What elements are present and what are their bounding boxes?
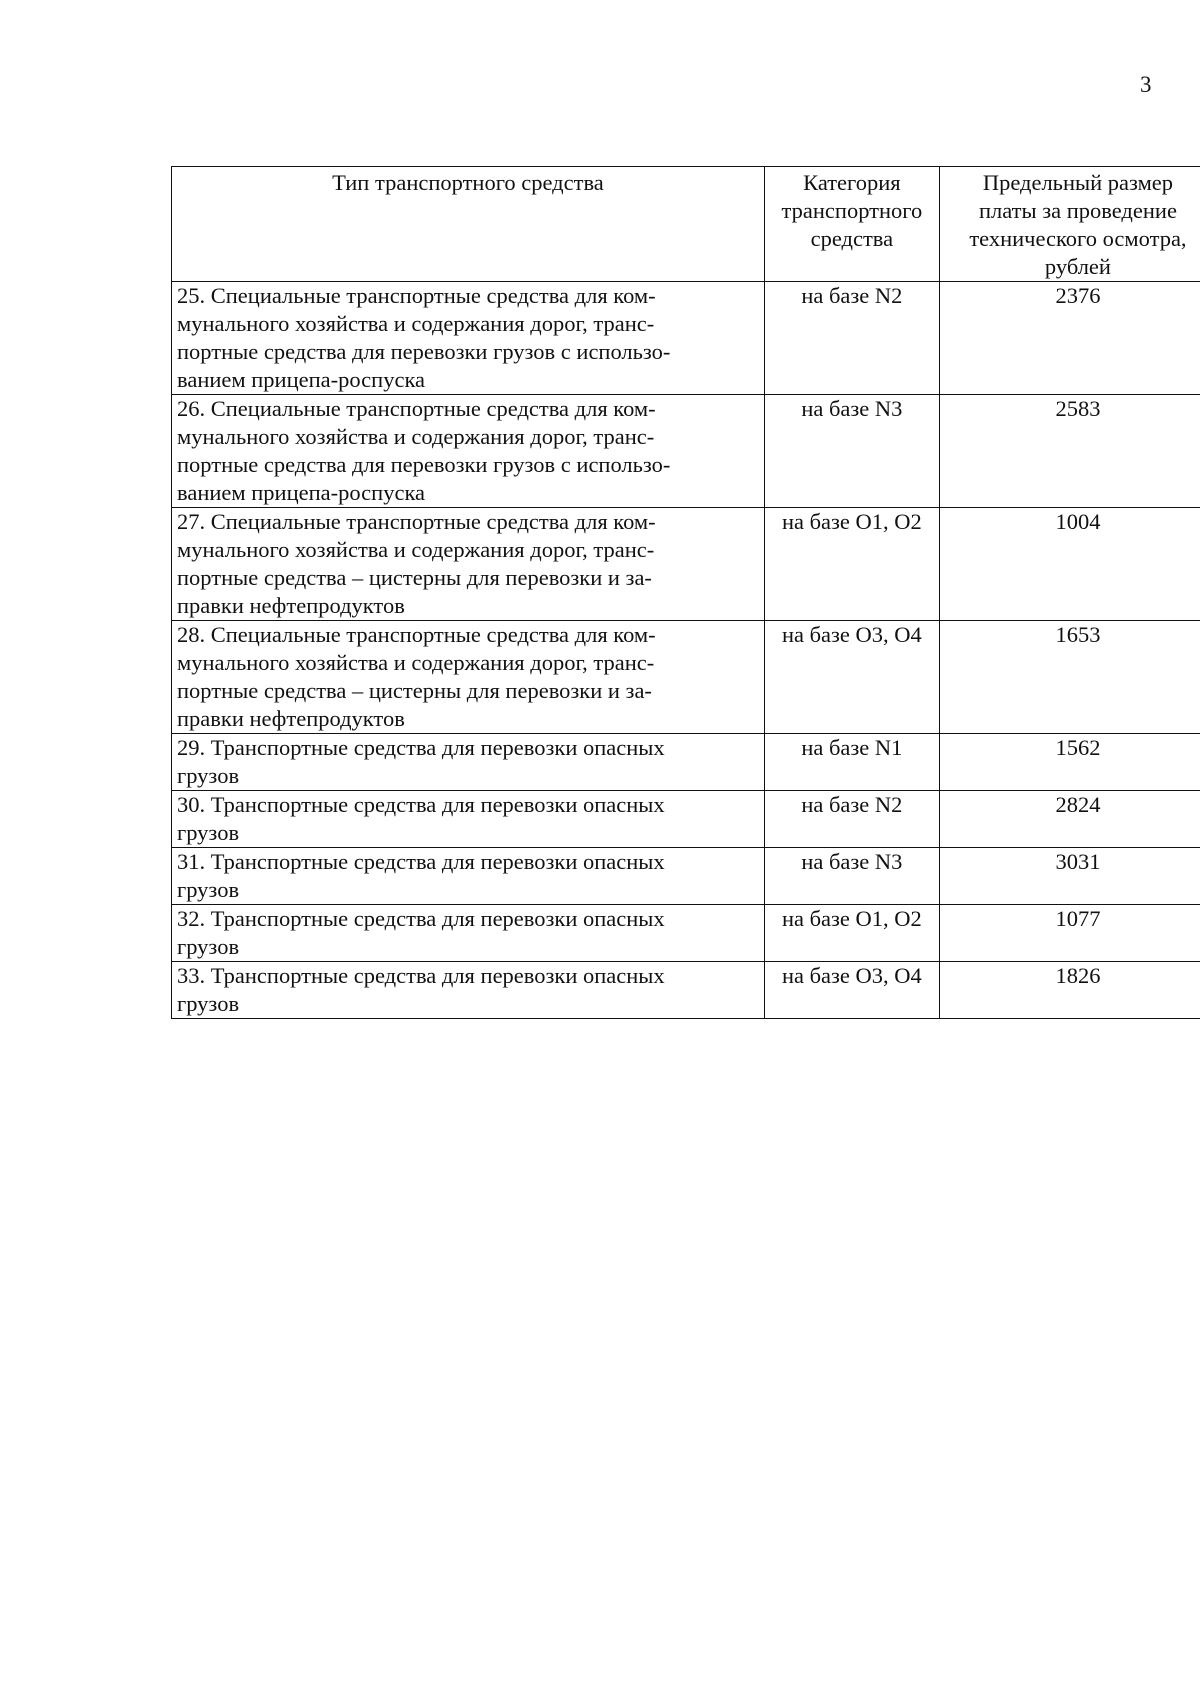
table-row xyxy=(172,508,1200,621)
cell-vehicle-type: 26. Специальные транспортные средства для ком- мунального хозяйства и содержания дорог, транс- портные средства для перевозки грузов с использо- ванием прицепа-роспуска xyxy=(172,395,765,508)
cell-max-fee: 2376 xyxy=(939,282,1200,395)
cell-vehicle-category: на базе N2 xyxy=(764,282,939,395)
cell-max-fee: 3031 xyxy=(939,848,1200,905)
cell-vehicle-type: 32. Транспортные средства для перевозки опасных грузов xyxy=(172,905,765,962)
cell-vehicle-category: на базе O3, O4 xyxy=(764,962,939,1019)
cell-vehicle-type: 31. Транспортные средства для перевозки опасных грузов xyxy=(172,848,765,905)
cell-vehicle-category: на базе N2 xyxy=(764,791,939,848)
cell-vehicle-type: 25. Специальные транспортные средства для ком- мунального хозяйства и содержания дорог, транс- портные средства для перевозки грузов с использо- ванием прицепа-роспуска xyxy=(172,282,765,395)
header-max-fee: Предельный размер платы за проведение технического осмотра, рублей xyxy=(939,167,1200,282)
table-row xyxy=(172,905,1200,962)
table-row xyxy=(172,962,1200,1019)
cell-max-fee: 2824 xyxy=(939,791,1200,848)
cell-max-fee: 1653 xyxy=(939,621,1200,734)
page-number: 3 xyxy=(1140,72,1152,97)
cell-vehicle-category: на базе O1, O2 xyxy=(764,905,939,962)
table-row xyxy=(172,734,1200,791)
cell-vehicle-category: на базе O1, O2 xyxy=(764,508,939,621)
cell-vehicle-category: на базе N3 xyxy=(764,848,939,905)
inspection-fee-table xyxy=(171,166,1200,1019)
cell-vehicle-type: 30. Транспортные средства для перевозки опасных грузов xyxy=(172,791,765,848)
cell-max-fee: 1562 xyxy=(939,734,1200,791)
cell-vehicle-type: 33. Транспортные средства для перевозки опасных грузов xyxy=(172,962,765,1019)
table-row xyxy=(172,621,1200,734)
cell-vehicle-type: 28. Специальные транспортные средства для ком- мунального хозяйства и содержания дорог, транс- портные средства – цистерны для перевозки и за- правки нефтепродуктов xyxy=(172,621,765,734)
table-body xyxy=(172,282,1200,1019)
table-row xyxy=(172,395,1200,508)
table-row xyxy=(172,282,1200,395)
cell-max-fee: 1826 xyxy=(939,962,1200,1019)
table-row xyxy=(172,791,1200,848)
cell-max-fee: 1004 xyxy=(939,508,1200,621)
cell-vehicle-category: на базе N3 xyxy=(764,395,939,508)
cell-vehicle-category: на базе O3, O4 xyxy=(764,621,939,734)
cell-max-fee: 2583 xyxy=(939,395,1200,508)
cell-vehicle-category: на базе N1 xyxy=(764,734,939,791)
header-vehicle-category: Категория транспортного средства xyxy=(764,167,939,282)
cell-vehicle-type: 27. Специальные транспортные средства для ком- мунального хозяйства и содержания дорог, транс- портные средства – цистерны для перевозки и за- правки нефтепродуктов xyxy=(172,508,765,621)
cell-vehicle-type: 29. Транспортные средства для перевозки опасных грузов xyxy=(172,734,765,791)
table-row xyxy=(172,848,1200,905)
header-vehicle-type: Тип транспортного средства xyxy=(172,167,765,282)
cell-max-fee: 1077 xyxy=(939,905,1200,962)
table-header-row xyxy=(172,167,1200,282)
